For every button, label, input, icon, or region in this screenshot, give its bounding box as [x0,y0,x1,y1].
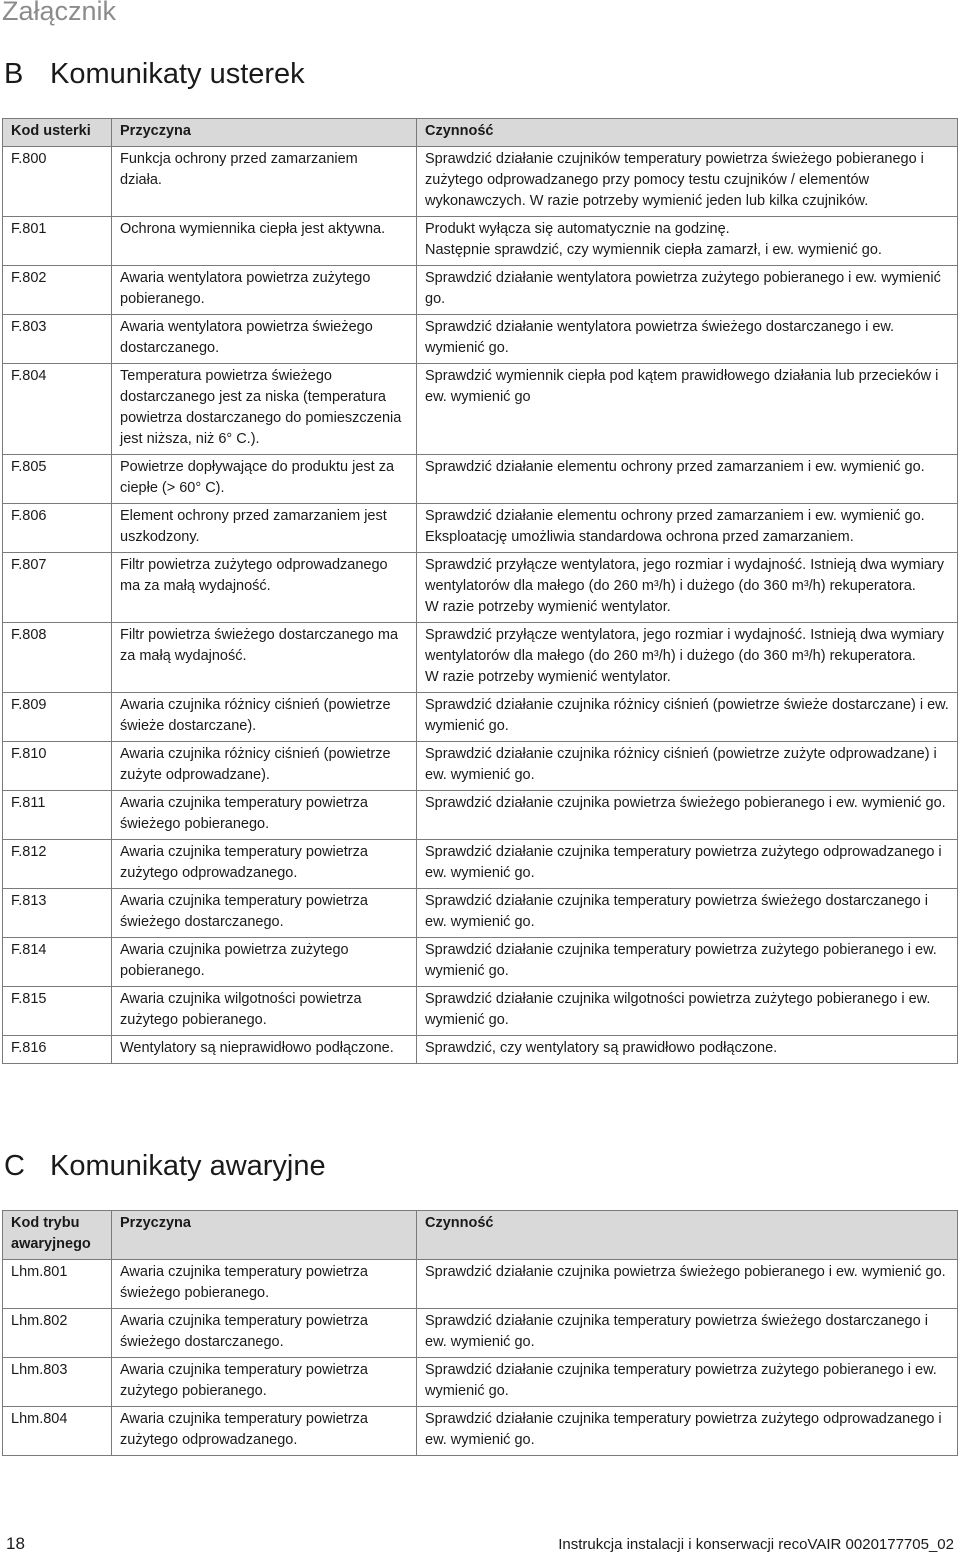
page-number: 18 [6,1534,25,1553]
table-row [3,1358,958,1407]
section-c-heading [4,1150,326,1183]
row-cause: Awaria czujnika temperatury powietrza świeżego dostarczanego. [112,889,417,938]
action-line: Sprawdzić działanie elementu ochrony przed zamarzaniem i ew. wymienić go. [425,508,925,524]
row-action [417,1407,958,1456]
section-c-title: Komunikaty awaryjne [50,1150,326,1182]
fault-messages-table [2,118,958,1064]
action-line: Sprawdzić działanie czujnika temperatury powietrza zużytego pobieranego i ew. wymienić go. [425,942,937,979]
fault-messages-body [3,147,958,1064]
row-cause: Awaria czujnika temperatury powietrza świeżego pobieranego. [112,1260,417,1309]
action-line: Sprawdzić wymiennik ciepła pod kątem prawidłowego działania lub przecieków i ew. wymienić go [425,368,939,405]
row-action [417,315,958,364]
table-row [3,266,958,315]
section-b-title: Komunikaty usterek [50,58,305,90]
action-line: Sprawdzić działanie czujnika temperatury powietrza świeżego dostarczanego i ew. wymienić go. [425,1313,928,1350]
action-line: Sprawdzić działanie czujnika temperatury powietrza zużytego pobieranego i ew. wymienić go. [425,1362,937,1399]
row-action [417,1309,958,1358]
row-code: Lhm.802 [3,1309,112,1358]
document-title: Instrukcja instalacji i konserwacji recoVAIR 0020177705_02 [558,1536,954,1553]
table-row [3,938,958,987]
row-cause: Wentylatory są nieprawidłowo podłączone. [112,1036,417,1064]
action-line: Sprawdzić działanie wentylatora powietrza zużytego pobieranego i ew. wymienić go. [425,270,941,307]
row-code: F.804 [3,364,112,455]
row-code: F.811 [3,791,112,840]
row-action [417,1036,958,1064]
table-row [3,623,958,693]
row-action [417,1260,958,1309]
row-code: F.816 [3,1036,112,1064]
column-header-code: Kod usterki [3,119,112,147]
action-line: Sprawdzić działanie wentylatora powietrza świeżego dostarczanego i ew. wymienić go. [425,319,895,356]
row-action [417,266,958,315]
row-action [417,938,958,987]
action-line: Sprawdzić działanie czujnika temperatury powietrza zużytego odprowadzanego i ew. wymienić go. [425,844,942,881]
row-code: F.805 [3,455,112,504]
action-line: Następnie sprawdzić, czy wymiennik ciepła zamarzł, i ew. wymienić go. [425,242,882,258]
action-line: Sprawdzić działanie elementu ochrony przed zamarzaniem i ew. wymienić go. [425,459,925,475]
row-cause: Awaria czujnika temperatury powietrza świeżego pobieranego. [112,791,417,840]
table-row [3,1260,958,1309]
row-cause: Awaria czujnika temperatury powietrza zużytego odprowadzanego. [112,1407,417,1456]
row-action [417,504,958,553]
action-line: W razie potrzeby wymienić wentylator. [425,669,671,685]
row-code: F.800 [3,147,112,217]
column-header-code: Kod trybu awaryjnego [3,1211,112,1260]
row-cause: Awaria wentylatora powietrza świeżego dostarczanego. [112,315,417,364]
row-cause: Awaria czujnika różnicy ciśnień (powietrze zużyte odprowadzane). [112,742,417,791]
table-row [3,315,958,364]
section-b-letter: B [4,58,24,90]
row-cause: Filtr powietrza zużytego odprowadzanego ma za małą wydajność. [112,553,417,623]
row-code: Lhm.804 [3,1407,112,1456]
row-code: F.807 [3,553,112,623]
row-action [417,693,958,742]
row-cause: Awaria czujnika temperatury powietrza zużytego odprowadzanego. [112,840,417,889]
row-cause: Awaria czujnika różnicy ciśnień (powietrze świeże dostarczane). [112,693,417,742]
table-row [3,455,958,504]
action-line: Sprawdzić działanie czujnika temperatury powietrza świeżego dostarczanego i ew. wymienić go. [425,893,928,930]
row-cause: Awaria wentylatora powietrza zużytego pobieranego. [112,266,417,315]
row-cause: Awaria czujnika powietrza zużytego pobieranego. [112,938,417,987]
row-cause: Powietrze dopływające do produktu jest za ciepłe (> 60° C). [112,455,417,504]
row-cause: Element ochrony przed zamarzaniem jest uszkodzony. [112,504,417,553]
page-header-title: Załącznik [2,0,117,26]
row-code: F.808 [3,623,112,693]
row-code: F.806 [3,504,112,553]
table-row [3,217,958,266]
row-cause: Filtr powietrza świeżego dostarczanego ma za małą wydajność. [112,623,417,693]
action-line: Sprawdzić działanie czujnika wilgotności powietrza zużytego pobieranego i ew. wymienić go. [425,991,931,1028]
column-header-action: Czynność [417,1211,958,1260]
action-line: Sprawdzić działanie czujnika różnicy ciśnień (powietrze świeże dostarczane) i ew. wymienić go. [425,697,949,734]
row-action [417,147,958,217]
row-code: F.813 [3,889,112,938]
section-c-letter: C [4,1150,25,1182]
row-action [417,889,958,938]
action-line: Sprawdzić przyłącze wentylatora, jego rozmiar i wydajność. Istnieją dwa wymiary wentylatorów dla małego (do 260 m³/h) i dużego (do 360 m³/h) rekuperatora. [425,557,944,594]
row-code: F.815 [3,987,112,1036]
row-code: F.803 [3,315,112,364]
row-action [417,742,958,791]
row-action [417,987,958,1036]
table-row [3,364,958,455]
row-code: F.810 [3,742,112,791]
row-code: F.809 [3,693,112,742]
table-row [3,840,958,889]
row-action [417,217,958,266]
column-header-cause: Przyczyna [112,119,417,147]
table-row [3,147,958,217]
row-action [417,623,958,693]
row-cause: Awaria czujnika wilgotności powietrza zużytego pobieranego. [112,987,417,1036]
table-row [3,742,958,791]
action-line: Sprawdzić, czy wentylatory są prawidłowo podłączone. [425,1040,778,1056]
section-b-heading [4,58,305,91]
table-row [3,1036,958,1064]
emergency-messages-table [2,1210,958,1456]
action-line: Sprawdzić działanie czujnika różnicy ciśnień (powietrze zużyte odprowadzane) i ew. wymienić go. [425,746,937,783]
table-row [3,504,958,553]
action-line: Sprawdzić przyłącze wentylatora, jego rozmiar i wydajność. Istnieją dwa wymiary wentylatorów dla małego (do 260 m³/h) i dużego (do 360 m³/h) rekuperatora. [425,627,944,664]
emergency-messages-body [3,1260,958,1456]
row-code: F.812 [3,840,112,889]
row-code: Lhm.803 [3,1358,112,1407]
row-action [417,364,958,455]
action-line: Produkt wyłącza się automatycznie na godzinę. [425,221,730,237]
row-action [417,840,958,889]
row-cause: Temperatura powietrza świeżego dostarczanego jest za niska (temperatura powietrza dostarczanego do pomieszczenia jest niższa, niż 6° C.). [112,364,417,455]
table-header-row [3,1211,958,1260]
action-line: Sprawdzić działanie czujnika powietrza świeżego pobieranego i ew. wymienić go. [425,795,946,811]
table-row [3,889,958,938]
row-code: F.814 [3,938,112,987]
row-action [417,455,958,504]
action-line: Eksploatację umożliwia standardowa ochrona przed zamarzaniem. [425,529,854,545]
row-code: F.801 [3,217,112,266]
row-cause: Awaria czujnika temperatury powietrza świeżego dostarczanego. [112,1309,417,1358]
table-row [3,987,958,1036]
action-line: Sprawdzić działanie czujnika temperatury powietrza zużytego odprowadzanego i ew. wymienić go. [425,1411,942,1448]
table-row [3,693,958,742]
row-cause: Funkcja ochrony przed zamarzaniem działa. [112,147,417,217]
column-header-cause: Przyczyna [112,1211,417,1260]
table-row [3,791,958,840]
table-row [3,1309,958,1358]
row-code: F.802 [3,266,112,315]
table-row [3,553,958,623]
row-cause: Awaria czujnika temperatury powietrza zużytego pobieranego. [112,1358,417,1407]
row-code: Lhm.801 [3,1260,112,1309]
table-header-row [3,119,958,147]
action-line: W razie potrzeby wymienić wentylator. [425,599,671,615]
row-cause: Ochrona wymiennika ciepła jest aktywna. [112,217,417,266]
row-action [417,553,958,623]
row-action [417,1358,958,1407]
action-line: Sprawdzić działanie czujnika powietrza świeżego pobieranego i ew. wymienić go. [425,1264,946,1280]
action-line: Sprawdzić działanie czujników temperatury powietrza świeżego pobieranego i zużytego odprowadzanego przy pomocy testu czujników / elementów wykonawczych. W razie potrzeby wymienić jeden lub kilka czujników. [425,151,924,209]
table-row [3,1407,958,1456]
column-header-action: Czynność [417,119,958,147]
row-action [417,791,958,840]
